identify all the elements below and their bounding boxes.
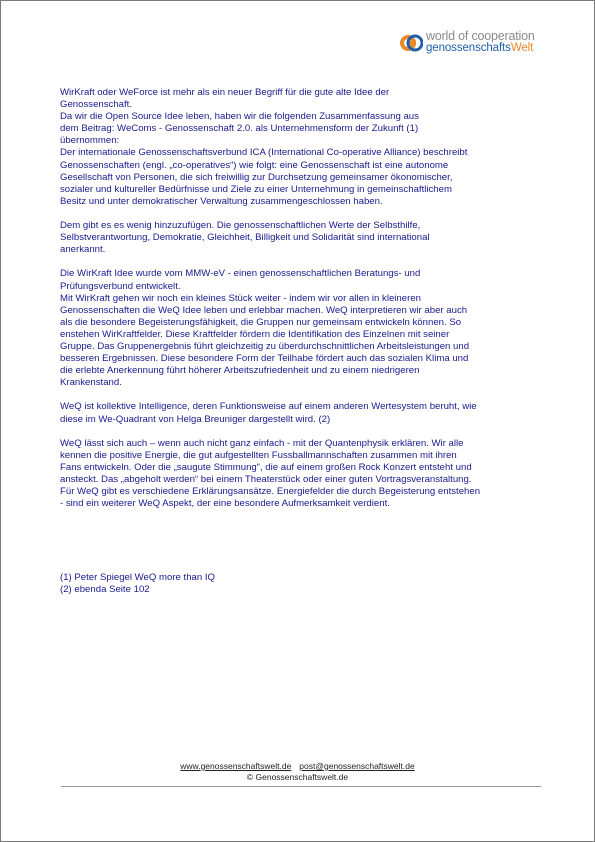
text-line: ansteckt. Das „abgeholt werden“ bei einem Theaterstück oder einer guten Vortragsveranstaltung. [60,474,472,485]
text-line: Mit WirKraft gehen wir noch ein kleines Stück weiter - indem wir vor allen in kleineren [60,292,421,304]
text-line: Krankenstand. [60,377,122,389]
text-line: Für WeQ gibt es verschiedene Erklärungsansätze. Energiefelder die durch Begeisterung entstehen [60,486,481,498]
text-line: Der internationale Genossenschaftsverbund ICA (International Co-operative Alliance) beschreibt [60,147,468,159]
text-line: - sind ein weiterer WeQ Aspekt, der eine besondere Aufmerksamkeit verdient. [60,498,390,510]
paragraph-wirkraft [60,268,544,389]
text-line: Selbstverantwortung, Demokratie, Gleichheit, Billigkeit und Solidarität sind international [60,232,430,244]
text-line: diese im We-Quadrant von Helga Breuniger dargestellt wird. (2) [60,413,331,425]
text-line: WeQ ist kollektive Intelligence, deren Funktionsweise auf einem anderen Wertesystem beruht, wie [60,401,477,413]
page-footer [1,761,594,783]
text-line: Dem gibt es es wenig hinzuzufügen. Die genossenschaftlichen Werte der Selbsthilfe, [60,220,421,232]
text-line: dem Beitrag: WeComs - Genossenschaft 2.0. als Unternehmensform der Zukunft (1) [60,123,419,135]
paragraph-values [60,220,544,256]
text-line: Die WirKraft Idee wurde vom MMW-eV - einen genossenschaftlichen Beratungs- und [60,268,421,280]
text-line: Fans entwickeln. Oder die „saugute Stimmung“, die auf einem großen Rock Konzert entsteht und [60,461,472,473]
body-text [60,87,544,522]
text-line: anerkannt. [60,244,106,256]
paragraph-weq-intelligence [60,401,544,425]
text-line: Gruppe. Das Gruppenergebnis führt gleichzeitig zu überdurchschnittlichen Arbeitsleistungen und [60,340,470,352]
text-line: die erlebte Anerkennung führt höherer Arbeitszufriedenheit und zu einem niedrigeren [60,365,420,377]
text-line: enstehen WirKraftfelder. Diese Kraftfelder fördern die Identifikation des Einzelnen mit seiner [60,328,450,340]
logo-wordmark-orange: Welt [510,42,534,54]
text-line: Genossenschaft. [60,99,132,111]
text-line: Prüfungsverbund entwickelt. [60,280,181,292]
footer-copyright: © Genossenschaftswelt.de [246,772,349,782]
logo-wordmark [426,42,533,55]
footnote-2: (2) ebenda Seite 102 [60,584,150,596]
paragraph-intro [60,87,544,208]
text-line: besseren Ergebnissen. Diese besondere Form der Teilhabe fördert auch das sozialen Klima und [60,353,469,365]
genossenschaftswelt-logo-icon [399,32,423,54]
logo-tagline: world of cooperation [426,29,535,43]
website-link[interactable]: www.genossenschaftswelt.de [180,761,292,771]
text-line: WirKraft oder WeForce ist mehr als ein neuer Begriff für die gute alte Idee der [60,87,390,98]
footer-links [1,761,594,772]
text-line: Gesellschaft von Personen, die sich freiwillig zur Durchsetzung gemeinsamer ökonomischer, [60,171,453,183]
text-line: Besitz und unter demokratischer Verwaltung zusammengeschlossen haben. [60,195,383,207]
footer-divider [61,786,541,787]
brand-logo[interactable] [399,29,541,57]
email-link[interactable]: post@genossenschaftswelt.de [299,761,415,771]
text-line: kennen die positive Energie, die gut aufgestellten Fussballmannschaften zusammen mit ihren [60,449,457,461]
text-line: sozialer und kultureller Bedürfnisse und Ziele zu einer Unternehmung in gemeinschaftlichem [60,183,452,195]
text-line: als die besondere Begeisterungsfähigkeit, die Gruppen nur gemeinsam entwickeln können. So [60,316,462,328]
text-line: WeQ lässt sich auch – wenn auch nicht ganz einfach - mit der Quantenphysik erklären. Wir alle [60,437,464,449]
footnotes [60,572,215,596]
footnote-1: (1) Peter Spiegel WeQ more than IQ [60,572,215,583]
logo-wordmark-blue: genossenschafts [426,42,511,54]
paragraph-weq-physics [60,438,544,511]
text-line: übernommen: [60,135,120,147]
text-line: Genossenschaften die WeQ Idee leben und erlebbar machen. WeQ interpretieren wir aber auch [60,304,468,316]
text-line: Da wir die Open Source Idee leben, haben wir die folgenden Zusammenfassung aus [60,111,419,123]
text-line: Genossenschaften (engl. „co-operatives“) wie folgt: eine Genossenschaft ist eine autonome [60,159,449,171]
